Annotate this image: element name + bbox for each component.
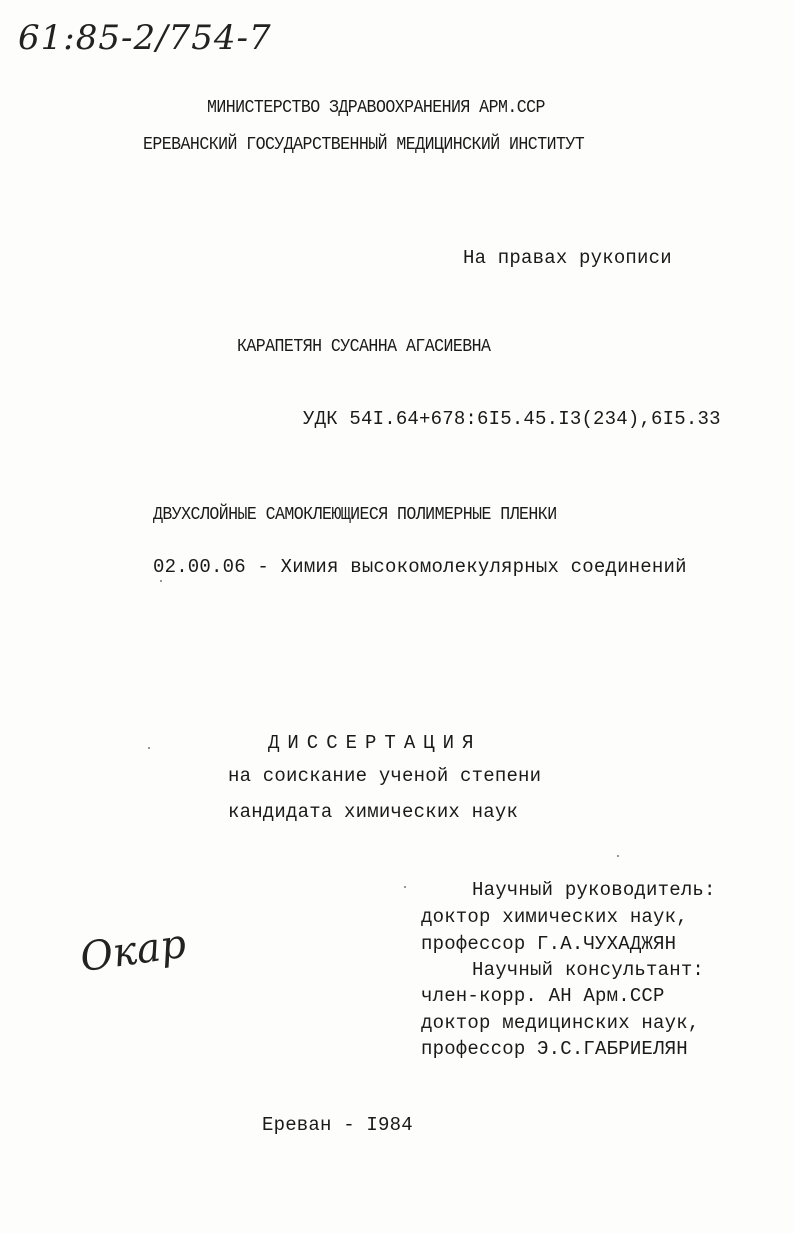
institute-heading: ЕРЕВАНСКИЙ ГОСУДАРСТВЕННЫЙ МЕДИЦИНСКИЙ ИНСТИТУТ bbox=[143, 135, 585, 155]
specialty-code: 02.00.06 - Химия высокомолекулярных соединений bbox=[153, 556, 687, 578]
consultant-title: член-корр. АН Арм.ССР bbox=[421, 985, 665, 1007]
dissertation-title: ДВУХСЛОЙНЫЕ САМОКЛЕЮЩИЕСЯ ПОЛИМЕРНЫЕ ПЛЕНКИ bbox=[153, 505, 557, 525]
ministry-heading: МИНИСТЕРСТВО ЗДРАВООХРАНЕНИЯ АРМ.ССР bbox=[207, 98, 545, 118]
place-and-year: Ереван - I984 bbox=[262, 1114, 413, 1136]
scan-speck bbox=[404, 886, 406, 888]
advisor-degree: доктор химических наук, bbox=[421, 906, 688, 928]
degree-line-2: кандидата химических наук bbox=[228, 801, 519, 823]
degree-line-1: на соискание ученой степени bbox=[228, 765, 542, 787]
consultant-name: профессор Э.С.ГАБРИЕЛЯН bbox=[421, 1038, 688, 1060]
scan-speck bbox=[617, 855, 619, 857]
catalog-mark: 61:85-2/754-7 bbox=[18, 18, 272, 58]
author-name: КАРАПЕТЯН СУСАННА АГАСИЕВНА bbox=[237, 337, 491, 357]
scan-speck bbox=[160, 580, 162, 582]
advisor-label: Научный руководитель: bbox=[472, 879, 716, 901]
dissertation-heading: ДИССЕРТАЦИЯ bbox=[268, 732, 482, 754]
scan-speck bbox=[148, 747, 150, 749]
manuscript-rights: На правах рукописи bbox=[463, 247, 672, 269]
advisor-name: профессор Г.А.ЧУХАДЖЯН bbox=[421, 933, 677, 955]
consultant-degree: доктор медицинских наук, bbox=[421, 1012, 700, 1034]
handwritten-signature: Окар bbox=[77, 920, 189, 982]
consultant-label: Научный консультант: bbox=[472, 959, 705, 981]
udk-code: УДК 54I.64+678:6I5.45.I3(234),6I5.33 bbox=[303, 408, 721, 430]
